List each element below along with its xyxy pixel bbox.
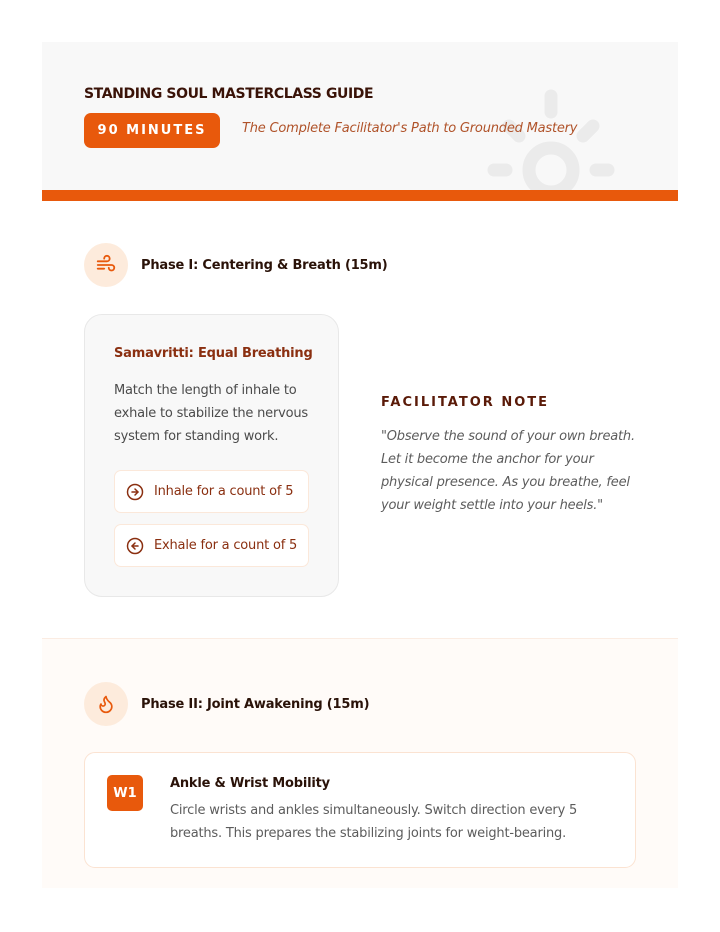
inhale-step-label: Inhale for a count of 5 [154, 484, 294, 499]
exercise-description: Circle wrists and ankles simultaneously. Switch direction every 5 breaths. This prepares the stabilizing joints for weight-bearing. [170, 803, 578, 841]
exhale-step-label: Exhale for a count of 5 [154, 538, 298, 553]
flame-icon [84, 682, 128, 726]
phase-1-title: Phase I: Centering & Breath (15m) [141, 257, 388, 273]
phase-2-title: Phase II: Joint Awakening (15m) [141, 696, 370, 712]
breathing-technique-card [84, 314, 339, 597]
arrow-left-circle-icon [126, 537, 144, 555]
guide-subtitle: The Complete Facilitator's Path to Grounded Mastery [242, 121, 578, 136]
guide-header [42, 42, 678, 190]
facilitator-note-body: "Observe the sound of your own breath. Let it become the anchor for your physical presence. As you breathe, feel your weight settle into your heels." [381, 429, 635, 513]
arrow-right-circle-icon [126, 483, 144, 501]
phase-1-heading [84, 243, 387, 287]
exercise-title: Ankle & Wrist Mobility [170, 776, 330, 791]
duration-badge: 90 MINUTES [84, 113, 220, 148]
exercise-code-badge: W1 [107, 775, 143, 811]
phase-2-heading [84, 682, 369, 726]
facilitator-note-label: FACILITATOR NOTE [381, 395, 549, 410]
exhale-step [114, 524, 309, 567]
header-accent-bar [42, 190, 678, 201]
guide-title: STANDING SOUL MASTERCLASS GUIDE [84, 86, 374, 102]
exercise-card [84, 752, 636, 868]
wind-icon [84, 243, 128, 287]
technique-description: Match the length of inhale to exhale to stabilize the nervous system for standing work. [114, 383, 308, 444]
sun-icon [466, 82, 636, 190]
technique-title: Samavritti: Equal Breathing [114, 346, 313, 361]
inhale-step [114, 470, 309, 513]
